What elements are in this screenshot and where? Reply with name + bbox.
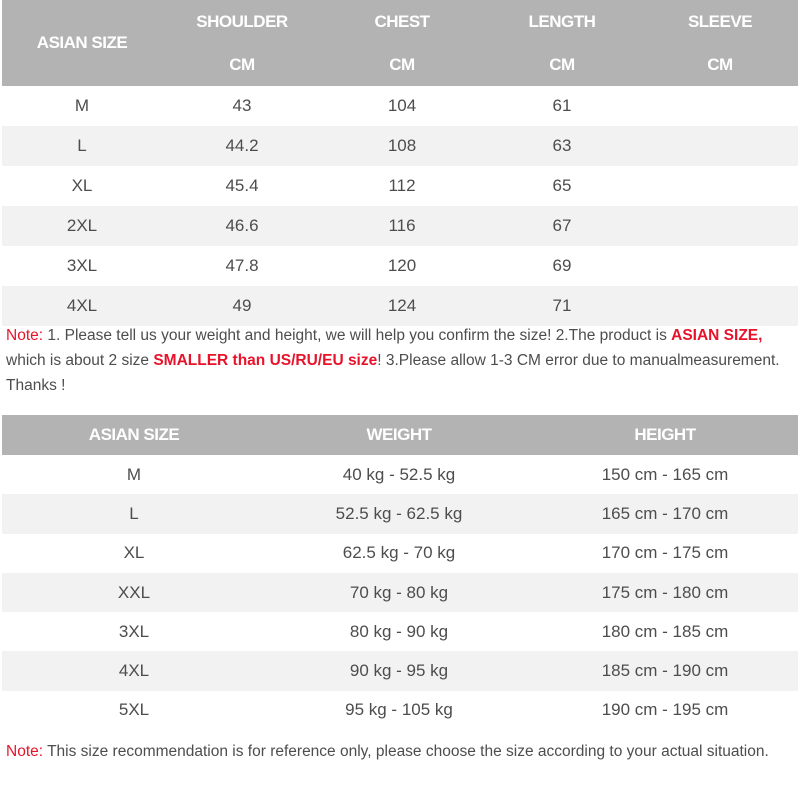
cell-weight: 52.5 kg - 62.5 kg — [266, 494, 532, 533]
note-highlight-asian-size: ASIAN SIZE, — [671, 327, 763, 344]
cell-height: 185 cm - 190 cm — [532, 651, 798, 690]
header-shoulder: SHOULDER — [162, 0, 322, 44]
table-row — [2, 206, 798, 246]
note-highlight-smaller: SMALLER than US/RU/EU size — [153, 352, 378, 369]
cell-height: 190 cm - 195 cm — [601, 700, 729, 720]
table-row — [2, 166, 798, 206]
table-row — [2, 86, 798, 126]
cell-size: XXL — [2, 573, 266, 612]
header-height: HEIGHT — [532, 415, 798, 455]
cell-weight: 40 kg - 52.5 kg — [342, 464, 456, 484]
cell-sleeve — [642, 206, 798, 246]
note-text: This size recommendation is for reference only, please choose the size according to your actual situation. — [43, 743, 769, 760]
header-unit-length: CM — [482, 44, 642, 86]
table-row — [2, 126, 798, 166]
cell-shoulder: 44.2 — [162, 126, 322, 166]
cell-weight: 90 kg - 95 kg — [266, 651, 532, 690]
table-row — [2, 651, 798, 690]
cell-size: 4XL — [2, 651, 266, 690]
cell-chest: 120 — [387, 256, 417, 275]
cell-size: 4XL — [2, 286, 162, 326]
recommendation-note — [6, 739, 794, 764]
cell-chest: 116 — [322, 206, 482, 246]
cell-length: 69 — [552, 256, 572, 275]
header-length: LENGTH — [482, 0, 642, 44]
cell-chest: 104 — [387, 96, 417, 115]
cell-size: 5XL — [118, 700, 150, 720]
size-recommendation-table — [2, 415, 798, 730]
cell-length: 67 — [482, 206, 642, 246]
cell-size: 2XL — [2, 206, 162, 246]
cell-sleeve — [642, 286, 798, 326]
size-note — [6, 323, 794, 398]
cell-size: 3XL — [66, 256, 98, 275]
cell-size: XL — [123, 543, 145, 563]
cell-length: 71 — [482, 286, 642, 326]
cell-size: XL — [71, 176, 93, 195]
table-row — [2, 691, 798, 730]
cell-sleeve — [642, 86, 798, 126]
table-row — [2, 494, 798, 533]
note-text-1: 1. Please tell us your weight and height, we will help you confirm the size! 2.The product is — [43, 327, 672, 344]
cell-sleeve — [642, 166, 798, 206]
size-measurement-table — [2, 0, 798, 326]
cell-size: L — [2, 126, 162, 166]
cell-weight: 95 kg - 105 kg — [345, 700, 453, 720]
cell-size: M — [74, 96, 90, 115]
header-unit-shoulder: CM — [162, 44, 322, 86]
header-chest: CHEST — [322, 0, 482, 44]
cell-shoulder: 43 — [232, 96, 252, 115]
cell-shoulder: 46.6 — [162, 206, 322, 246]
note-text-2: which is about 2 size — [6, 352, 154, 369]
cell-height: 150 cm - 165 cm — [601, 464, 729, 484]
table-row — [2, 246, 798, 286]
header-weight: WEIGHT — [266, 415, 532, 455]
cell-sleeve — [642, 126, 798, 166]
cell-size: M — [126, 464, 142, 484]
cell-chest: 112 — [388, 176, 416, 195]
header-asian-size: ASIAN SIZE — [2, 415, 266, 455]
cell-height: 170 cm - 175 cm — [601, 543, 729, 563]
note-label: Note: — [6, 743, 44, 760]
cell-length: 65 — [552, 176, 572, 195]
note-text-3: ! 3.Please allow 1-3 CM error due to manualmeasurement. Thanks ! — [6, 352, 780, 394]
cell-length: 63 — [482, 126, 642, 166]
table-row — [2, 573, 798, 612]
cell-height: 165 cm - 170 cm — [532, 494, 798, 533]
cell-shoulder: 49 — [162, 286, 322, 326]
cell-length: 61 — [552, 96, 572, 115]
table-row — [2, 455, 798, 494]
header-unit-chest: CM — [322, 44, 482, 86]
cell-chest: 124 — [322, 286, 482, 326]
cell-shoulder: 47.8 — [225, 256, 259, 275]
cell-weight: 70 kg - 80 kg — [266, 573, 532, 612]
cell-sleeve — [642, 246, 798, 286]
table-row — [2, 612, 798, 651]
cell-weight: 62.5 kg - 70 kg — [342, 543, 456, 563]
header-unit-sleeve: CM — [642, 44, 798, 86]
note-label: Note: — [6, 327, 44, 344]
cell-shoulder: 45.4 — [225, 176, 259, 195]
header-sleeve: SLEEVE — [642, 0, 798, 44]
cell-chest: 108 — [322, 126, 482, 166]
cell-size: L — [2, 494, 266, 533]
cell-weight: 80 kg - 90 kg — [349, 621, 449, 641]
cell-size: 3XL — [118, 621, 150, 641]
cell-height: 175 cm - 180 cm — [532, 573, 798, 612]
cell-height: 180 cm - 185 cm — [601, 621, 729, 641]
header-asian-size: ASIAN SIZE — [2, 0, 162, 86]
table-row — [2, 534, 798, 573]
table-row — [2, 286, 798, 326]
